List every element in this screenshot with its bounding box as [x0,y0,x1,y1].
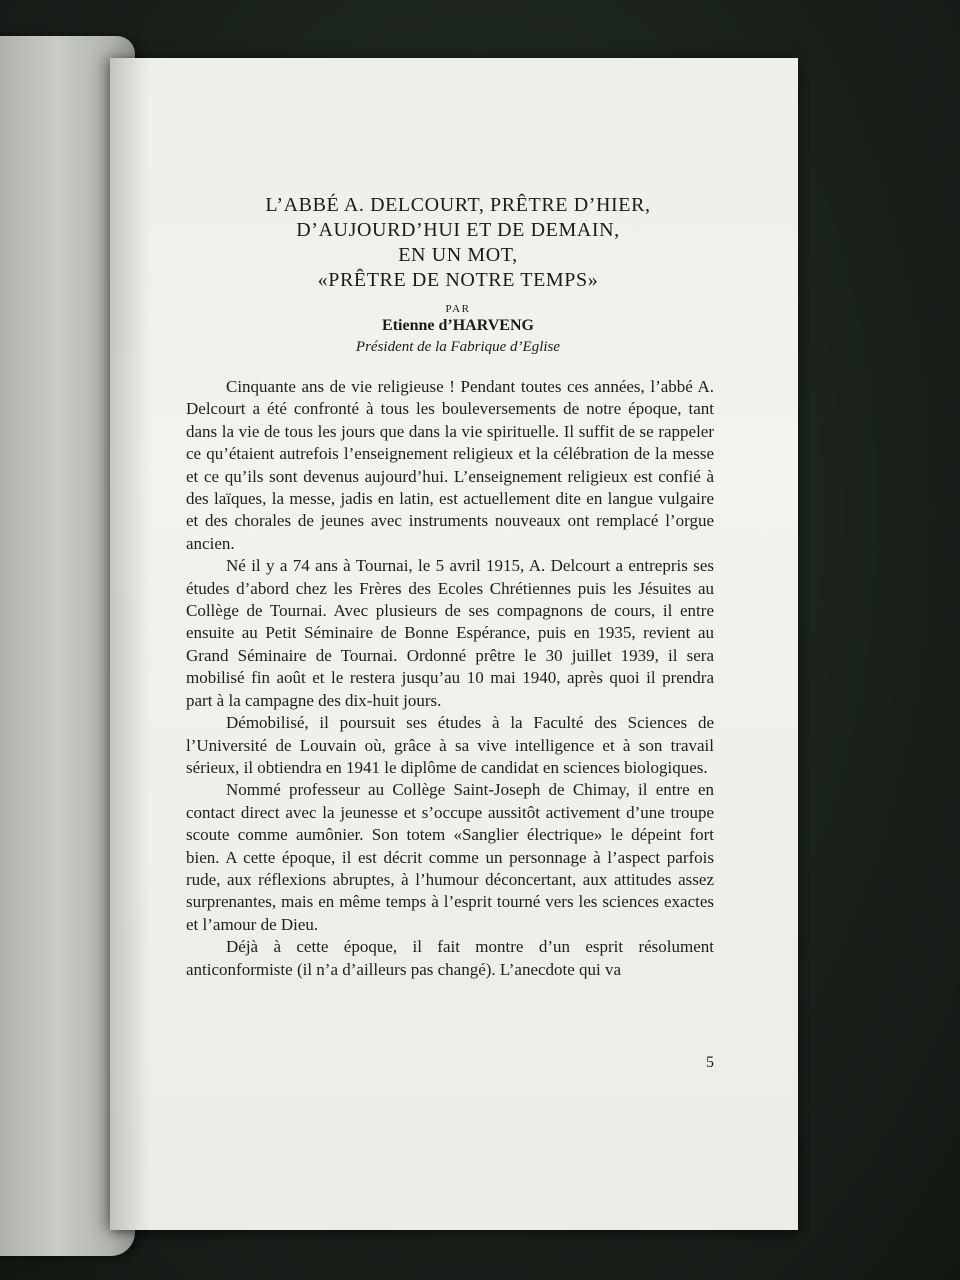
article-header [180,193,736,357]
paragraph: Cinquante ans de vie religieuse ! Pendant toutes ces années, l’abbé A. Delcourt a été confronté à tous les bouleversements de notre époque, tant dans la vie de tous les jours que dans la vie spirituelle. Il suffit de se rappeler ce qu’étaient autrefois l’enseignement religieux et la célébration de la messe et ce qu’ils sont devenus aujourd’hui. L’enseignement religieux est confié à des laïques, la messe, jadis en latin, est actuellement dite en langue vulgaire et des chorales de jeunes avec instruments nouveaux ont remplacé l’orgue ancien. [186,377,714,553]
page-number: 5 [706,1054,714,1071]
by-label: PAR [445,303,471,315]
paragraph: Démobilisé, il poursuit ses études à la Faculté des Sciences de l’Université de Louvain où, grâce à sa vive intelligence et à son travail sérieux, il obtiendra en 1941 le diplôme de candidat en sciences biologiques. [186,713,714,777]
paragraph: Nommé professeur au Collège Saint-Joseph de Chimay, il entre en contact direct avec la jeunesse et s’occupe aussitôt activement d’une troupe scoute comme aumônier. Son totem «Sanglier électrique» le dépeint fort bien. A cette époque, il est décrit comme un personnage à l’aspect parfois rude, aux réflexions abruptes, à l’humour déconcertant, aux attitudes assez surprenantes, mais en même temps à l’esprit tourné vers les sciences exactes et l’amour de Dieu. [186,780,714,934]
title-line: D’AUJOURD’HUI ET DE DEMAIN, [296,219,620,241]
book-page [110,58,798,1230]
title-line: «PRÊTRE DE NOTRE TEMPS» [317,269,599,291]
author-name: Etienne d’HARVENG [382,317,534,334]
article-body [186,376,714,981]
title-line: L’ABBÉ A. DELCOURT, PRÊTRE D’HIER, [265,194,651,216]
author-role: Président de la Fabrique d’Eglise [355,339,561,355]
title-line: EN UN MOT, [398,244,518,266]
paragraph: Déjà à cette époque, il fait montre d’un esprit résolument anticonformiste (il n’a d’ailleurs pas changé). L’anecdote qui va [186,937,714,979]
paragraph: Né il y a 74 ans à Tournai, le 5 avril 1915, A. Delcourt a entrepris ses études d’abord chez les Frères des Ecoles Chrétiennes puis les Jésuites au Collège de Tournai. Avec plusieurs de ses compagnons de cours, il entre ensuite au Petit Séminaire de Bonne Espérance, puis en 1935, revient au Grand Séminaire de Tournai. Ordonné prêtre le 30 juillet 1939, il sera mobilisé fin août et le restera jusqu’au 10 mai 1940, après quoi il prendra part à la campagne des dix-huit jours. [186,556,714,710]
